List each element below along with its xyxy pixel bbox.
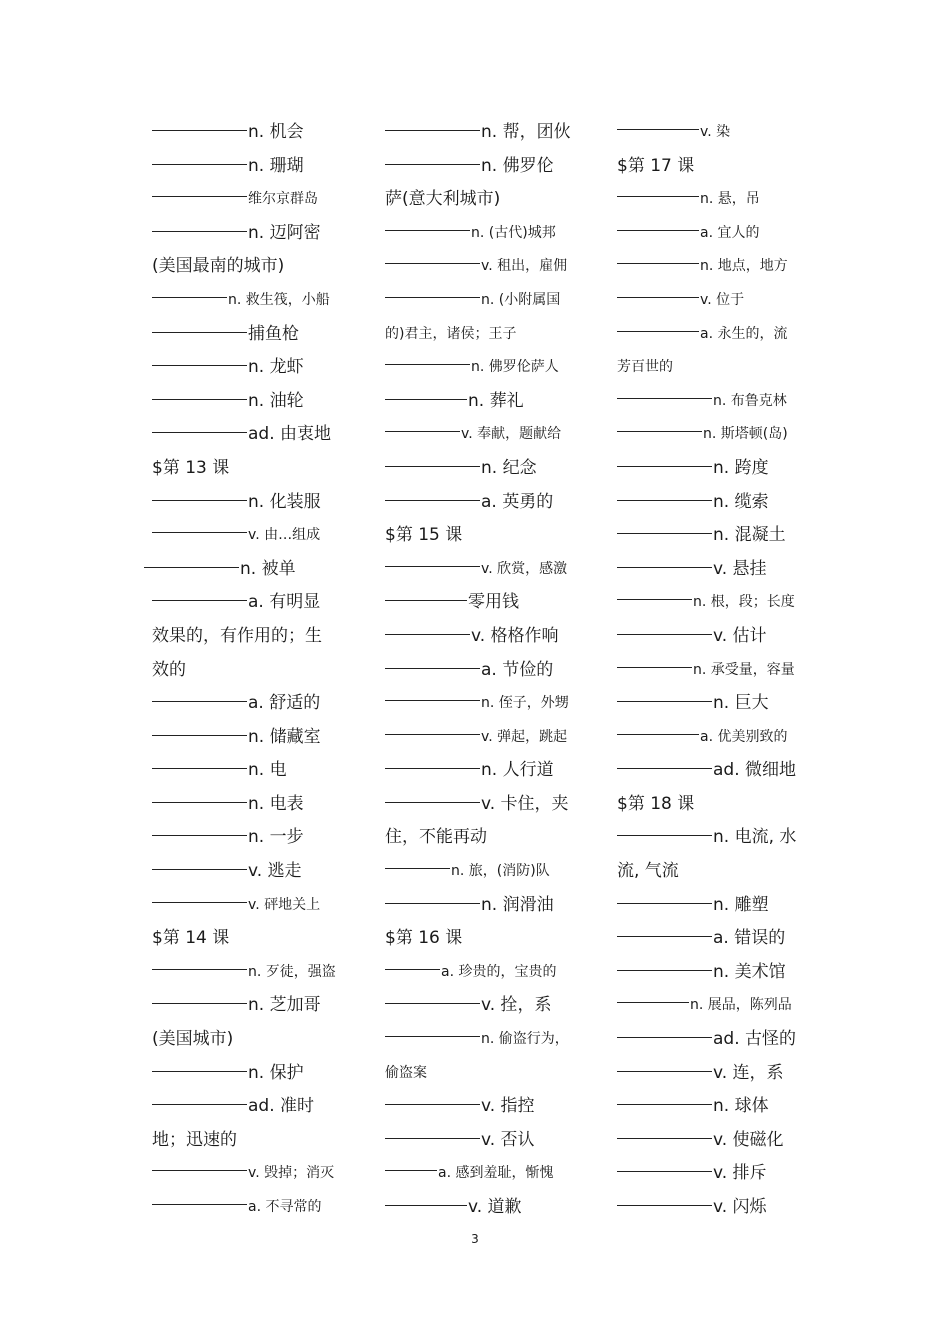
vocab-entry bbox=[617, 754, 813, 788]
vocab-continuation bbox=[385, 821, 581, 855]
vocab-definition: n. 悬，吊 bbox=[700, 191, 760, 208]
vocab-definition: n. 球体 bbox=[713, 1096, 769, 1117]
answer-blank bbox=[152, 968, 247, 970]
vocab-definition: n. 佛罗伦萨人 bbox=[471, 359, 559, 376]
vocab-entry bbox=[617, 385, 813, 419]
answer-blank bbox=[152, 767, 247, 769]
vocab-entry bbox=[617, 1191, 813, 1225]
answer-blank bbox=[617, 465, 712, 467]
vocab-definition: ad. 古怪的 bbox=[713, 1029, 797, 1050]
vocab-definition: a. 永生的，流 bbox=[700, 325, 788, 342]
vocab-entry bbox=[617, 318, 813, 352]
vocab-entry bbox=[144, 553, 348, 587]
answer-blank bbox=[617, 935, 712, 937]
vocab-entry bbox=[385, 956, 581, 990]
answer-blank bbox=[385, 1137, 480, 1139]
vocab-entry bbox=[617, 1124, 813, 1158]
answer-blank bbox=[385, 767, 480, 769]
vocab-definition: 捕鱼枪 bbox=[248, 323, 299, 344]
answer-blank bbox=[617, 296, 699, 298]
vocab-entry bbox=[385, 1090, 581, 1124]
vocab-entry bbox=[385, 486, 581, 520]
answer-blank bbox=[385, 599, 467, 601]
vocab-definition: a. 优美别致的 bbox=[700, 728, 788, 745]
vocab-entry bbox=[617, 989, 813, 1023]
answer-blank bbox=[152, 163, 247, 165]
vocab-entry bbox=[617, 284, 813, 318]
answer-blank bbox=[152, 296, 227, 298]
vocab-definition: n. 龙虾 bbox=[248, 357, 304, 378]
vocab-definition: n. 机会 bbox=[248, 122, 304, 142]
vocab-continuation bbox=[385, 1057, 581, 1091]
vocab-entry bbox=[152, 821, 348, 855]
vocab-definition: n. 展品，陈列品 bbox=[690, 997, 792, 1014]
vocab-entry bbox=[617, 418, 813, 452]
answer-blank bbox=[617, 666, 692, 668]
vocab-entry bbox=[385, 553, 581, 587]
vocab-definition: n. 缆索 bbox=[713, 491, 769, 512]
vocab-definition: 地；迅速的 bbox=[152, 1129, 237, 1150]
vocab-definition: v. 位于 bbox=[700, 291, 745, 308]
answer-blank bbox=[152, 531, 247, 533]
vocab-entry bbox=[617, 452, 813, 486]
answer-blank bbox=[385, 801, 480, 803]
answer-blank bbox=[385, 398, 467, 400]
answer-blank bbox=[385, 465, 480, 467]
vocab-entry bbox=[617, 620, 813, 654]
lesson-heading bbox=[385, 519, 581, 553]
vocab-definition: n. 油轮 bbox=[248, 390, 304, 411]
vocab-entry bbox=[385, 385, 581, 419]
lesson-heading bbox=[617, 788, 813, 822]
vocab-entry bbox=[152, 586, 348, 620]
answer-blank bbox=[385, 867, 450, 869]
vocab-definition: a. 宜人的 bbox=[700, 224, 760, 241]
vocab-definition: n. 巨大 bbox=[713, 693, 769, 714]
page-number: 3 bbox=[471, 1232, 479, 1246]
vocab-definition: n. 旅，(消防)队 bbox=[451, 863, 550, 880]
answer-blank bbox=[152, 331, 247, 333]
vocab-definition: 萨(意大利城市) bbox=[385, 189, 501, 210]
vocab-entry bbox=[152, 284, 348, 318]
vocab-definition: (美国城市) bbox=[152, 1029, 234, 1050]
vocab-entry bbox=[152, 956, 348, 990]
vocab-definition: n. (小附属国 bbox=[481, 291, 561, 308]
vocab-definition: v. 估计 bbox=[713, 625, 767, 646]
vocab-entry bbox=[385, 150, 581, 184]
vocab-continuation bbox=[617, 351, 813, 385]
vocab-definition: n. 葬礼 bbox=[468, 390, 524, 411]
vocab-entry bbox=[385, 1191, 581, 1225]
vocab-definition: n. 侄子，外甥 bbox=[481, 695, 569, 712]
answer-blank bbox=[617, 499, 712, 501]
vocab-entry bbox=[617, 486, 813, 520]
vocab-entry bbox=[385, 889, 581, 923]
vocab-entry bbox=[617, 217, 813, 251]
vocab-definition: n. 歹徒，强盗 bbox=[248, 963, 336, 980]
answer-blank bbox=[385, 565, 480, 567]
vocab-entry bbox=[152, 116, 348, 150]
vocab-definition: a. 英勇的 bbox=[481, 491, 554, 512]
answer-blank bbox=[617, 1070, 712, 1072]
vocab-definition: n. 地点，地方 bbox=[700, 258, 788, 275]
vocab-definition: 芳百世的 bbox=[617, 359, 673, 376]
vocab-entry bbox=[152, 183, 348, 217]
vocab-continuation bbox=[617, 855, 813, 889]
vocab-definition: ad. 微细地 bbox=[713, 760, 797, 781]
answer-blank bbox=[385, 902, 480, 904]
vocab-entry bbox=[152, 150, 348, 184]
vocab-definition: n. 雕塑 bbox=[713, 894, 769, 915]
answer-blank bbox=[385, 262, 480, 264]
vocab-entry bbox=[385, 284, 581, 318]
vocab-definition: n. 保护 bbox=[248, 1062, 304, 1083]
answer-blank bbox=[385, 1204, 467, 1206]
vocab-entry bbox=[617, 1057, 813, 1091]
answer-blank bbox=[617, 767, 712, 769]
vocab-definition: v. 毁掉；消灭 bbox=[248, 1165, 335, 1182]
vocab-entry bbox=[385, 351, 581, 385]
answer-blank bbox=[152, 1103, 247, 1105]
answer-blank bbox=[152, 1203, 247, 1205]
answer-blank bbox=[617, 262, 699, 264]
vocab-definition: v. 格格作响 bbox=[471, 625, 559, 646]
vocab-definition: v. 使磁化 bbox=[713, 1129, 784, 1150]
vocab-entry bbox=[152, 1157, 348, 1191]
answer-blank bbox=[385, 633, 470, 635]
lesson-heading bbox=[385, 922, 581, 956]
answer-blank bbox=[152, 230, 247, 232]
vocab-entry bbox=[152, 318, 348, 352]
answer-blank bbox=[152, 801, 247, 803]
vocab-definition: v. 否认 bbox=[481, 1129, 535, 1150]
vocab-column-2 bbox=[385, 116, 581, 1225]
vocab-definition: a. 有明显 bbox=[248, 592, 321, 613]
answer-blank bbox=[385, 1035, 480, 1037]
vocab-definition: 的)君主，诸侯；王子 bbox=[385, 325, 517, 342]
vocab-definition: n. 纪念 bbox=[481, 457, 537, 478]
vocab-definition: n. 布鲁克林 bbox=[713, 392, 787, 409]
vocab-definition: v. 弹起，跳起 bbox=[481, 728, 568, 745]
answer-blank bbox=[144, 566, 239, 568]
answer-blank bbox=[152, 834, 247, 836]
answer-blank bbox=[617, 633, 712, 635]
vocab-definition: n. 跨度 bbox=[713, 457, 769, 478]
vocab-definition: a. 舒适的 bbox=[248, 693, 321, 714]
vocab-continuation bbox=[152, 1023, 348, 1057]
vocab-entry bbox=[152, 418, 348, 452]
vocab-definition: n. 人行道 bbox=[481, 760, 554, 781]
vocab-definition: 零用钱 bbox=[468, 592, 519, 613]
answer-blank bbox=[617, 1036, 712, 1038]
vocab-definition: v. 欣赏，感激 bbox=[481, 560, 568, 577]
vocab-column-1 bbox=[152, 116, 348, 1225]
vocab-definition: n. 迈阿密 bbox=[248, 222, 321, 243]
vocab-entry bbox=[385, 721, 581, 755]
vocab-continuation bbox=[385, 183, 581, 217]
answer-blank bbox=[617, 430, 702, 432]
answer-blank bbox=[152, 1002, 247, 1004]
vocab-definition: a. 节俭的 bbox=[481, 659, 554, 680]
vocab-definition: n. 被单 bbox=[240, 558, 296, 579]
vocab-definition: 效的 bbox=[152, 659, 186, 680]
lesson-heading-text: $第 14 课 bbox=[152, 928, 230, 949]
vocab-definition: v. 租出，雇佣 bbox=[481, 258, 568, 275]
vocab-definition: n. 混凝土 bbox=[713, 525, 786, 546]
answer-blank bbox=[385, 699, 480, 701]
vocab-definition: v. 闪烁 bbox=[713, 1197, 767, 1217]
answer-blank bbox=[617, 969, 712, 971]
vocab-definition: n. 珊瑚 bbox=[248, 155, 304, 176]
vocab-entry bbox=[385, 217, 581, 251]
vocab-definition: n. 一步 bbox=[248, 827, 304, 848]
answer-blank bbox=[385, 296, 480, 298]
vocab-definition: a. 珍贵的，宝贵的 bbox=[441, 963, 557, 980]
vocab-continuation bbox=[152, 654, 348, 688]
vocab-entry bbox=[385, 754, 581, 788]
vocab-definition: v. 逃走 bbox=[248, 861, 302, 882]
answer-blank bbox=[617, 128, 699, 130]
vocab-definition: a. 不寻常的 bbox=[248, 1199, 322, 1215]
vocab-entry bbox=[617, 183, 813, 217]
vocab-entry bbox=[152, 989, 348, 1023]
answer-blank bbox=[617, 1103, 712, 1105]
answer-blank bbox=[617, 1001, 689, 1003]
vocab-definition: 流, 气流 bbox=[617, 861, 679, 882]
vocab-definition: (美国最南的城市) bbox=[152, 256, 285, 277]
vocab-definition: v. 砰地关上 bbox=[248, 896, 321, 913]
vocab-entry bbox=[152, 889, 348, 923]
answer-blank bbox=[617, 1137, 712, 1139]
vocab-entry bbox=[385, 989, 581, 1023]
answer-blank bbox=[152, 1169, 247, 1171]
answer-blank bbox=[617, 700, 712, 702]
vocab-continuation bbox=[152, 620, 348, 654]
answer-blank bbox=[152, 129, 247, 131]
vocab-entry bbox=[385, 654, 581, 688]
vocab-entry bbox=[385, 1023, 581, 1057]
answer-blank bbox=[385, 499, 480, 501]
answer-blank bbox=[385, 733, 480, 735]
vocab-definition: v. 奉献，题献给 bbox=[461, 426, 562, 443]
vocab-entry bbox=[152, 687, 348, 721]
vocab-entry bbox=[152, 385, 348, 419]
vocab-definition: 效果的，有作用的；生 bbox=[152, 625, 322, 646]
answer-blank bbox=[152, 364, 247, 366]
vocab-definition: 住，不能再动 bbox=[385, 827, 487, 848]
vocab-definition: n. 储藏室 bbox=[248, 726, 321, 747]
vocab-entry bbox=[385, 620, 581, 654]
answer-blank bbox=[152, 1070, 247, 1072]
answer-blank bbox=[617, 195, 699, 197]
vocab-entry bbox=[385, 855, 581, 889]
vocab-entry bbox=[617, 922, 813, 956]
lesson-heading bbox=[617, 150, 813, 184]
vocab-entry bbox=[617, 956, 813, 990]
vocab-entry bbox=[152, 519, 348, 553]
vocab-entry bbox=[385, 687, 581, 721]
answer-blank bbox=[152, 431, 247, 433]
vocab-definition: n. 斯塔顿(岛) bbox=[703, 426, 788, 443]
vocab-definition: v. 悬挂 bbox=[713, 558, 767, 579]
vocab-definition: a. 感到羞耻，惭愧 bbox=[438, 1165, 554, 1182]
vocab-definition: 维尔京群岛 bbox=[248, 191, 318, 208]
answer-blank bbox=[385, 229, 470, 231]
vocab-entry bbox=[152, 1090, 348, 1124]
vocab-entry bbox=[385, 1124, 581, 1158]
vocab-entry bbox=[152, 217, 348, 251]
lesson-heading-text: $第 18 课 bbox=[617, 793, 695, 814]
vocab-entry bbox=[152, 351, 348, 385]
lesson-heading bbox=[152, 922, 348, 956]
vocab-definition: n. 承受量，容量 bbox=[693, 661, 795, 678]
vocab-entry bbox=[617, 687, 813, 721]
vocab-entry bbox=[617, 553, 813, 587]
vocab-entry bbox=[617, 250, 813, 284]
vocab-definition: n. 救生筏，小船 bbox=[228, 291, 330, 308]
answer-blank bbox=[617, 598, 692, 600]
vocab-entry bbox=[152, 788, 348, 822]
vocab-definition: n. 根，段；长度 bbox=[693, 594, 795, 611]
lesson-heading-text: $第 15 课 bbox=[385, 525, 463, 546]
vocab-definition: ad. 准时 bbox=[248, 1096, 315, 1117]
vocab-definition: n. 润滑油 bbox=[481, 894, 554, 915]
answer-blank bbox=[152, 499, 247, 501]
vocab-entry bbox=[152, 754, 348, 788]
vocab-entry bbox=[385, 250, 581, 284]
vocab-definition: v. 指控 bbox=[481, 1096, 535, 1117]
vocab-definition: v. 卡住，夹 bbox=[481, 793, 569, 814]
vocab-entry bbox=[617, 889, 813, 923]
vocab-definition: v. 由…组成 bbox=[248, 527, 321, 544]
vocab-definition: n. 芝加哥 bbox=[248, 995, 321, 1016]
vocab-entry bbox=[152, 721, 348, 755]
vocab-entry bbox=[617, 1157, 813, 1191]
vocab-entry bbox=[617, 654, 813, 688]
vocab-entry bbox=[152, 486, 348, 520]
answer-blank bbox=[385, 430, 460, 432]
vocab-entry bbox=[385, 788, 581, 822]
vocab-definition: ad. 由衷地 bbox=[248, 424, 332, 445]
lesson-heading-text: $第 13 课 bbox=[152, 457, 230, 478]
vocab-entry bbox=[617, 821, 813, 855]
answer-blank bbox=[152, 901, 247, 903]
answer-blank bbox=[617, 330, 699, 332]
vocab-entry bbox=[617, 1023, 813, 1057]
lesson-heading-text: $第 16 课 bbox=[385, 928, 463, 949]
vocab-definition: v. 排斥 bbox=[713, 1163, 767, 1184]
vocab-continuation bbox=[152, 1124, 348, 1158]
answer-blank bbox=[617, 902, 712, 904]
answer-blank bbox=[385, 1002, 480, 1004]
answer-blank bbox=[152, 700, 247, 702]
lesson-heading bbox=[152, 452, 348, 486]
vocab-definition: 偷盗案 bbox=[385, 1064, 427, 1081]
vocab-entry bbox=[152, 1057, 348, 1091]
vocab-entry bbox=[385, 418, 581, 452]
vocab-definition: n. 偷盗行为， bbox=[481, 1031, 569, 1048]
vocab-entry bbox=[152, 1191, 348, 1225]
vocab-definition: n. 帮，团伙 bbox=[481, 122, 571, 142]
vocab-entry bbox=[617, 586, 813, 620]
vocab-definition: n. 佛罗伦 bbox=[481, 155, 554, 176]
vocab-entry bbox=[385, 586, 581, 620]
vocab-definition: n. 电表 bbox=[248, 793, 304, 814]
vocab-entry bbox=[617, 1090, 813, 1124]
lesson-heading-text: $第 17 课 bbox=[617, 155, 695, 176]
vocab-definition: v. 染 bbox=[700, 124, 731, 140]
answer-blank bbox=[385, 363, 470, 365]
answer-blank bbox=[385, 667, 480, 669]
answer-blank bbox=[617, 229, 699, 231]
vocab-definition: n. 美术馆 bbox=[713, 961, 786, 982]
vocab-entry bbox=[617, 519, 813, 553]
vocab-entry bbox=[385, 1157, 581, 1191]
vocab-definition: n. (古代)城邦 bbox=[471, 224, 556, 241]
answer-blank bbox=[617, 1170, 712, 1172]
answer-blank bbox=[385, 129, 480, 131]
answer-blank bbox=[152, 195, 247, 197]
answer-blank bbox=[385, 1103, 480, 1105]
answer-blank bbox=[152, 868, 247, 870]
vocab-entry bbox=[152, 855, 348, 889]
vocab-definition: v. 连，系 bbox=[713, 1062, 784, 1083]
vocab-definition: n. 化装服 bbox=[248, 491, 321, 512]
vocab-entry bbox=[385, 452, 581, 486]
vocab-column-3 bbox=[617, 116, 813, 1225]
answer-blank bbox=[617, 397, 712, 399]
vocab-definition: n. 电 bbox=[248, 760, 287, 781]
answer-blank bbox=[152, 599, 247, 601]
answer-blank bbox=[617, 733, 699, 735]
vocab-definition: n. 电流, 水 bbox=[713, 827, 797, 848]
answer-blank bbox=[617, 834, 712, 836]
vocab-definition: v. 拴，系 bbox=[481, 995, 552, 1016]
vocab-entry bbox=[385, 116, 581, 150]
answer-blank bbox=[385, 163, 480, 165]
vocab-entry bbox=[617, 721, 813, 755]
answer-blank bbox=[617, 566, 712, 568]
vocab-entry bbox=[617, 116, 813, 150]
answer-blank bbox=[385, 968, 440, 970]
answer-blank bbox=[152, 398, 247, 400]
vocab-continuation bbox=[152, 250, 348, 284]
answer-blank bbox=[617, 532, 712, 534]
answer-blank bbox=[617, 1204, 712, 1206]
vocab-definition: v. 道歉 bbox=[468, 1197, 522, 1217]
vocab-definition: a. 错误的 bbox=[713, 928, 786, 949]
vocab-continuation bbox=[385, 318, 581, 352]
answer-blank bbox=[385, 1169, 437, 1171]
answer-blank bbox=[152, 734, 247, 736]
